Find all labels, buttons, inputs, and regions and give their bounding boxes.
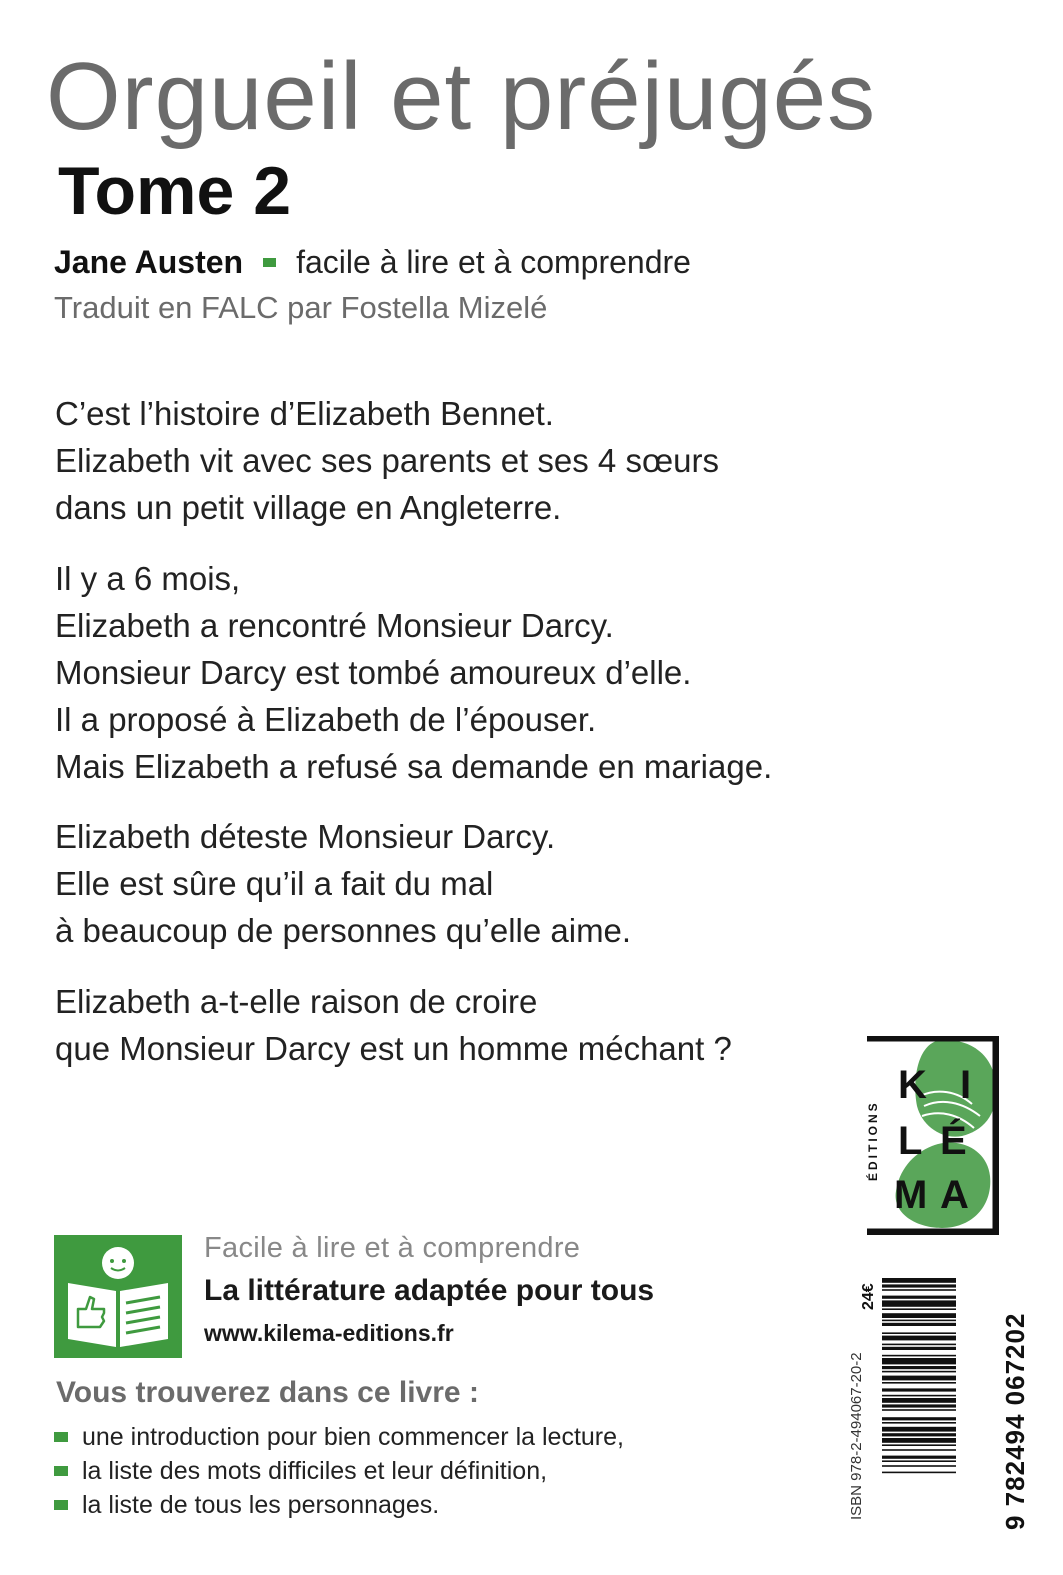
green-square-bullet bbox=[54, 1466, 68, 1476]
list-item-text: la liste des mots difficiles et leur définition, bbox=[82, 1457, 548, 1485]
barcode-bar bbox=[882, 1332, 956, 1334]
author-line bbox=[54, 244, 691, 281]
contents-list bbox=[54, 1420, 624, 1522]
barcode-bar bbox=[882, 1444, 956, 1446]
logo-letter-i: I bbox=[960, 1063, 972, 1107]
barcode-bar bbox=[882, 1347, 956, 1350]
summary-line: Il y a 6 mois, bbox=[55, 560, 241, 597]
easy-to-read-icon bbox=[54, 1235, 182, 1358]
logo-letter-m: M bbox=[894, 1173, 928, 1217]
summary-line: Elizabeth a-t-elle raison de croire bbox=[55, 983, 538, 1020]
list-item-text: la liste de tous les personnages. bbox=[82, 1491, 440, 1519]
barcode-bar bbox=[882, 1284, 956, 1287]
barcode-bar bbox=[882, 1382, 956, 1384]
price: 24€ bbox=[860, 1283, 877, 1310]
summary-line: Il a proposé à Elizabeth de l’épouser. bbox=[55, 701, 597, 738]
contents-title: Vous trouverez dans ce livre : bbox=[56, 1376, 479, 1409]
summary-line: dans un petit village en Angleterre. bbox=[55, 489, 562, 526]
barcode-bar bbox=[882, 1358, 956, 1364]
summary-line: Mais Elizabeth a refusé sa demande en mariage. bbox=[55, 748, 773, 785]
barcode-bar bbox=[882, 1472, 956, 1474]
falc-slogan: La littérature adaptée pour tous bbox=[204, 1274, 655, 1307]
barcode-bar bbox=[882, 1300, 956, 1306]
book-title: Orgueil et préjugés bbox=[46, 43, 877, 150]
author-name: Jane Austen bbox=[54, 244, 244, 280]
summary-line: Elle est sûre qu’il a fait du mal bbox=[55, 865, 494, 902]
translator-credit: Traduit en FALC par Fostella Mizelé bbox=[54, 290, 548, 325]
barcode-digits: 9 782494 067202 bbox=[1000, 1312, 1030, 1530]
green-square-bullet bbox=[54, 1500, 68, 1510]
barcode-bar bbox=[882, 1395, 956, 1397]
barcode-bar bbox=[882, 1465, 956, 1467]
list-item bbox=[54, 1488, 624, 1522]
logo-letter-k: K bbox=[898, 1063, 927, 1107]
barcode-bar bbox=[882, 1376, 956, 1381]
barcode-bar bbox=[882, 1398, 956, 1403]
list-item-text: une introduction pour bien commencer la lecture, bbox=[82, 1423, 624, 1451]
barcode-bar bbox=[882, 1427, 956, 1432]
barcode-bar bbox=[882, 1355, 956, 1357]
barcode-bar bbox=[882, 1433, 956, 1436]
barcode-bar bbox=[882, 1344, 956, 1346]
barcode-bar bbox=[882, 1323, 956, 1326]
logo-letter-a: A bbox=[940, 1173, 969, 1217]
summary-line: Monsieur Darcy est tombé amoureux d’elle. bbox=[55, 654, 692, 691]
logo-letter-l: L bbox=[898, 1119, 923, 1163]
barcode-bar bbox=[882, 1320, 956, 1322]
summary-line: Elizabeth vit avec ses parents et ses 4 sœurs bbox=[55, 442, 719, 479]
green-square-bullet bbox=[54, 1432, 68, 1442]
summary-line: C’est l’histoire d’Elizabeth Bennet. bbox=[55, 395, 554, 432]
publisher-website: www.kilema-editions.fr bbox=[204, 1320, 454, 1346]
falc-label: Facile à lire et à comprendre bbox=[204, 1232, 581, 1264]
summary-line: Elizabeth déteste Monsieur Darcy. bbox=[55, 818, 556, 855]
summary-line: Elizabeth a rencontré Monsieur Darcy. bbox=[55, 607, 614, 644]
barcode-bar bbox=[882, 1438, 956, 1443]
summary-paragraph-3 bbox=[55, 813, 631, 954]
barcode-bar bbox=[882, 1417, 956, 1420]
list-item bbox=[54, 1454, 624, 1488]
summary-paragraph-2 bbox=[55, 555, 772, 790]
barcode-bar bbox=[882, 1313, 956, 1318]
barcode-bar bbox=[882, 1388, 956, 1391]
green-square-bullet bbox=[263, 258, 276, 267]
barcode-bar bbox=[882, 1308, 956, 1310]
barcode-bar bbox=[882, 1278, 956, 1283]
logo-editions-label: ÉDITIONS bbox=[866, 1100, 880, 1181]
list-item bbox=[54, 1420, 624, 1454]
logo-letter-e: É bbox=[940, 1119, 967, 1163]
barcode-bar bbox=[882, 1289, 956, 1291]
barcode-bar bbox=[882, 1336, 956, 1341]
barcode-bar bbox=[882, 1409, 956, 1411]
summary-line: à beaucoup de personnes qu’elle aime. bbox=[55, 912, 632, 949]
barcode-bar bbox=[882, 1366, 956, 1369]
summary-line: que Monsieur Darcy est un homme méchant ? bbox=[55, 1030, 732, 1067]
barcode-bar bbox=[882, 1460, 956, 1462]
summary-paragraph-1 bbox=[55, 390, 719, 531]
barcode-bar bbox=[882, 1449, 956, 1451]
book-volume: Tome 2 bbox=[58, 153, 292, 229]
barcode-bar bbox=[882, 1422, 956, 1424]
barcode-bar bbox=[882, 1296, 956, 1299]
tagline: facile à lire et à comprendre bbox=[296, 244, 691, 280]
isbn-number: ISBN 978-2-494067-20-2 bbox=[848, 1352, 865, 1520]
kilema-logo bbox=[862, 1036, 999, 1235]
barcode bbox=[882, 1278, 956, 1528]
barcode-bar bbox=[882, 1456, 956, 1459]
barcode-bar bbox=[882, 1404, 956, 1407]
barcode-bar bbox=[882, 1371, 956, 1373]
summary-paragraph-4 bbox=[55, 978, 732, 1072]
